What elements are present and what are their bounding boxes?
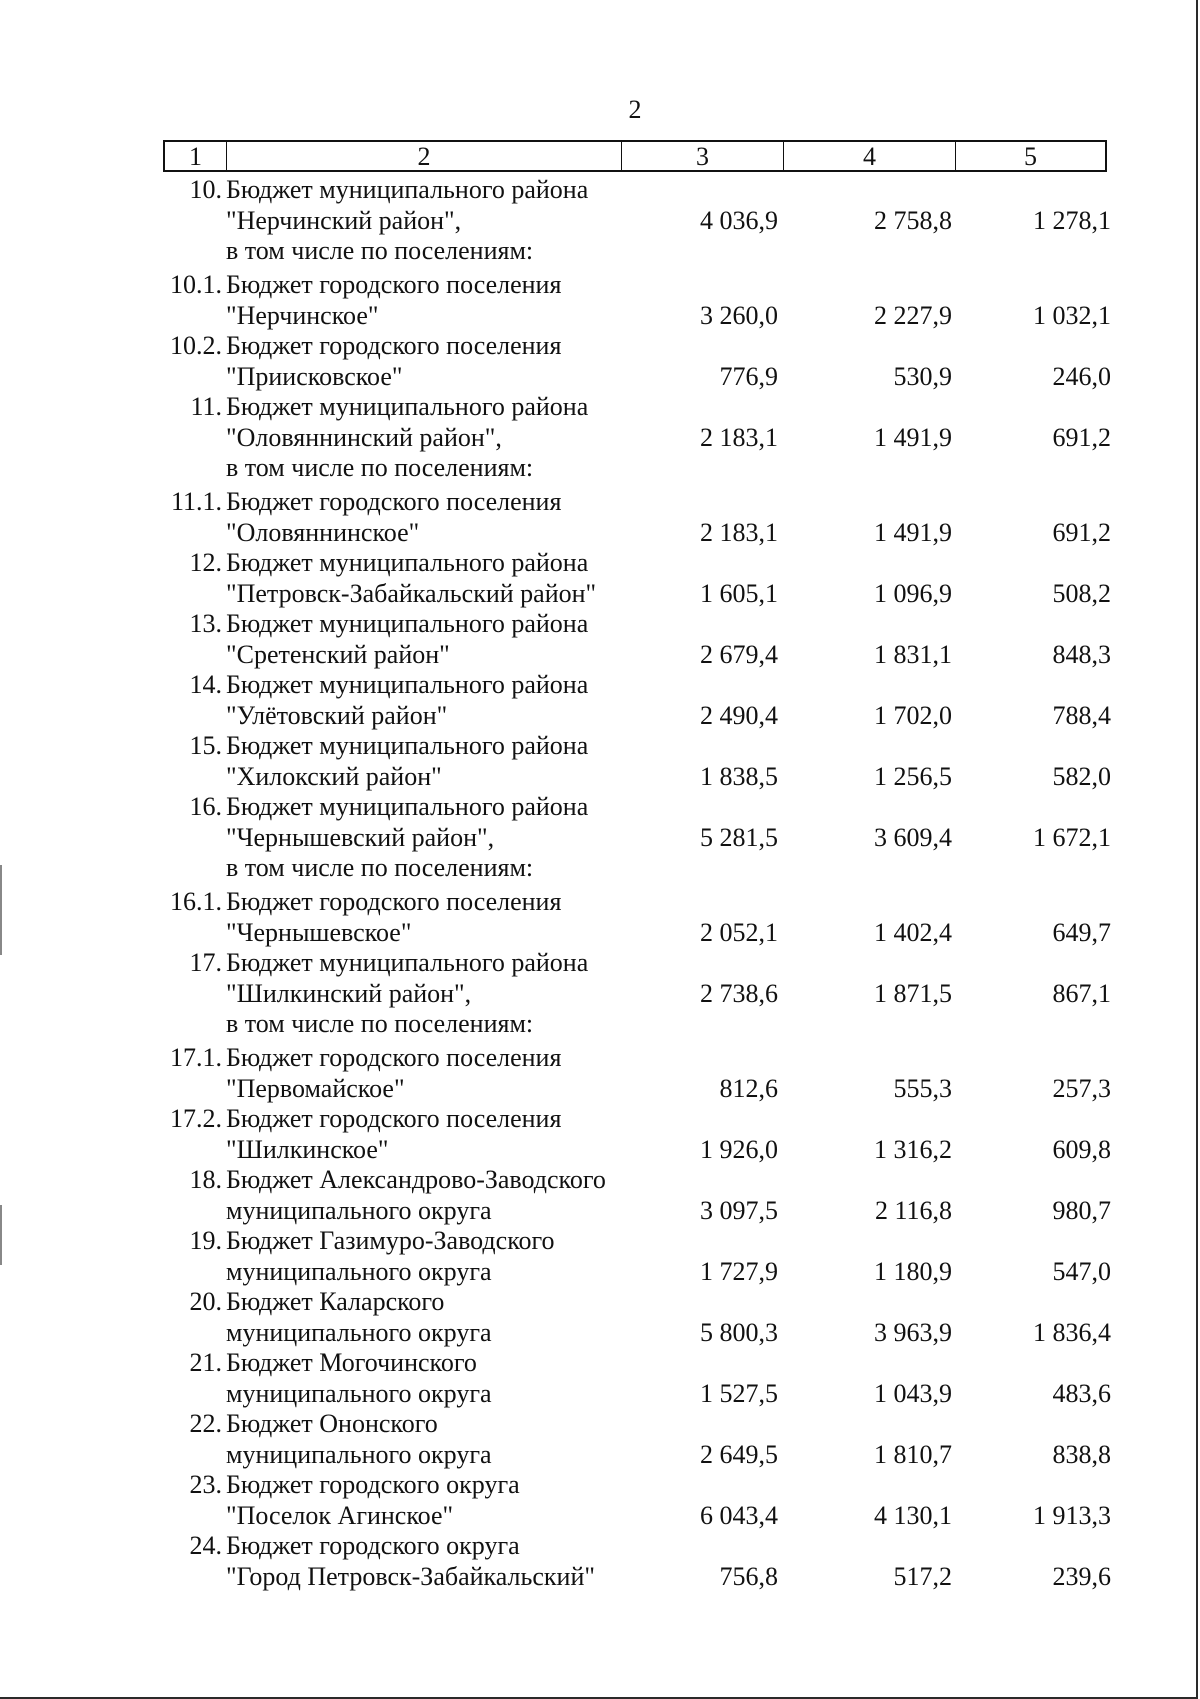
row-budget-name-line: муниципального округа <box>226 1378 492 1408</box>
value-col-4: 1 402,4 <box>874 917 952 947</box>
value-col-4: 4 130,1 <box>874 1500 952 1530</box>
value-col-5: 1 278,1 <box>1033 205 1111 235</box>
row-number: 17.1. <box>170 1043 222 1072</box>
value-col-3: 5 800,3 <box>700 1317 778 1347</box>
row-budget-name-line: Бюджет муниципального района <box>226 548 589 577</box>
row-number: 15. <box>189 731 222 760</box>
row-number: 13. <box>189 609 222 638</box>
row-budget-name <box>226 331 636 392</box>
row-budget-name-line: Бюджет муниципального района <box>226 392 589 421</box>
row-budget-name-line: "Первомайское" <box>226 1073 405 1103</box>
value-col-4: 2 116,8 <box>874 1195 952 1225</box>
row-budget-name-line: "Сретенский район" <box>226 639 450 669</box>
value-col-4: 2 758,8 <box>874 205 952 235</box>
value-col-3: 2 490,4 <box>700 700 778 730</box>
row-number: 14. <box>189 670 222 699</box>
row-budget-name <box>226 270 636 331</box>
value-col-4: 3 963,9 <box>874 1317 952 1347</box>
row-budget-name-line: Бюджет Газимуро-Заводского <box>226 1226 555 1255</box>
value-col-4: 1 180,9 <box>874 1256 952 1286</box>
row-number: 11.1. <box>170 487 222 516</box>
value-col-4: 1 810,7 <box>874 1439 952 1469</box>
row-budget-name-line: "Шилкинский район", <box>226 978 472 1008</box>
value-col-4: 1 043,9 <box>874 1378 952 1408</box>
column-header-5: 5 <box>1024 142 1037 171</box>
row-budget-name-line: Бюджет городского поселения <box>226 887 562 916</box>
row-budget-name <box>226 670 636 731</box>
value-col-5: 691,2 <box>1052 517 1111 547</box>
value-col-4: 1 871,5 <box>874 978 952 1008</box>
row-number: 16.1. <box>170 887 222 916</box>
value-col-3: 2 183,1 <box>700 517 778 547</box>
value-col-3: 776,9 <box>719 361 778 391</box>
value-col-4: 3 609,4 <box>874 822 952 852</box>
row-budget-name-line: "Петровск-Забайкальский район" <box>226 578 597 608</box>
value-col-4: 1 702,0 <box>874 700 952 730</box>
value-col-3: 812,6 <box>719 1073 778 1103</box>
row-budget-name-line: Бюджет муниципального района <box>226 175 589 204</box>
value-col-3: 1 838,5 <box>700 761 778 791</box>
row-budget-name-line: "Город Петровск-Забайкальский" <box>226 1561 595 1591</box>
value-col-4: 1 491,9 <box>874 517 952 547</box>
row-budget-name <box>226 792 636 884</box>
row-budget-name-line: "Улётовский район" <box>226 700 448 730</box>
row-budget-name-line: Бюджет городского поселения <box>226 1043 562 1072</box>
value-col-5: 239,6 <box>1052 1561 1111 1591</box>
row-number: 10.1. <box>170 270 222 299</box>
column-header-4: 4 <box>784 142 956 170</box>
row-budget-name-line: муниципального округа <box>226 1439 492 1469</box>
value-col-4: 1 096,9 <box>874 578 952 608</box>
value-col-3: 2 738,6 <box>700 978 778 1008</box>
row-number: 11. <box>190 392 222 421</box>
row-number: 22. <box>189 1409 222 1438</box>
value-col-4: 2 227,9 <box>874 300 952 330</box>
row-budget-name <box>226 1348 636 1409</box>
value-col-3: 1 926,0 <box>700 1134 778 1164</box>
value-col-3: 6 043,4 <box>700 1500 778 1530</box>
row-budget-name-line: "Оловяннинское" <box>226 517 420 547</box>
row-budget-name <box>226 1104 636 1165</box>
column-header-3: 3 <box>622 142 784 170</box>
value-col-4: 1 316,2 <box>874 1134 952 1164</box>
value-col-3: 2 679,4 <box>700 639 778 669</box>
row-number: 17.2. <box>170 1104 222 1133</box>
value-col-5: 609,8 <box>1052 1134 1111 1164</box>
row-budget-name <box>226 1043 636 1104</box>
value-col-5: 980,7 <box>1052 1195 1111 1225</box>
value-col-5: 547,0 <box>1052 1256 1111 1286</box>
row-budget-name-line: "Нерчинский район", <box>226 205 462 235</box>
row-budget-name-line: Бюджет Каларского <box>226 1287 445 1316</box>
row-number: 12. <box>189 548 222 577</box>
value-col-3: 2 649,5 <box>700 1439 778 1469</box>
row-budget-name <box>226 948 636 1040</box>
row-budget-name <box>226 175 636 267</box>
column-header-1: 1 <box>165 142 227 170</box>
row-budget-name-line: в том числе по поселениям: <box>226 853 534 882</box>
value-col-5: 838,8 <box>1052 1439 1111 1469</box>
page-number: 2 <box>628 95 642 124</box>
row-budget-name-line: "Чернышевское" <box>226 917 412 947</box>
value-col-3: 2 183,1 <box>700 422 778 452</box>
row-budget-name <box>226 1409 636 1470</box>
row-budget-name-line: в том числе по поселениям: <box>226 453 534 482</box>
row-budget-name-line: в том числе по поселениям: <box>226 1009 534 1038</box>
row-budget-name <box>226 548 636 609</box>
value-col-5: 483,6 <box>1052 1378 1111 1408</box>
row-budget-name-line: "Хилокский район" <box>226 761 442 791</box>
row-budget-name-line: "Поселок Агинское" <box>226 1500 454 1530</box>
value-col-4: 1 491,9 <box>874 422 952 452</box>
row-budget-name <box>226 609 636 670</box>
row-budget-name-line: "Чернышевский район", <box>226 822 495 852</box>
row-budget-name <box>226 1165 636 1226</box>
column-header-2: 2 <box>227 142 622 170</box>
row-budget-name <box>226 1470 636 1531</box>
row-number: 23. <box>189 1470 222 1499</box>
row-budget-name-line: "Приисковское" <box>226 361 403 391</box>
row-budget-name-line: Бюджет муниципального района <box>226 948 589 977</box>
row-budget-name <box>226 487 636 548</box>
row-budget-name-line: "Нерчинское" <box>226 300 379 330</box>
row-budget-name-line: "Шилкинское" <box>226 1134 389 1164</box>
row-budget-name <box>226 392 636 484</box>
value-col-5: 582,0 <box>1052 761 1111 791</box>
row-budget-name-line: Бюджет муниципального района <box>226 731 589 760</box>
value-col-3: 3 097,5 <box>700 1195 778 1225</box>
value-col-4: 530,9 <box>893 361 952 391</box>
row-number: 10.2. <box>170 331 222 360</box>
value-col-3: 5 281,5 <box>700 822 778 852</box>
value-col-5: 649,7 <box>1052 917 1111 947</box>
value-col-4: 1 831,1 <box>874 639 952 669</box>
row-budget-name-line: Бюджет городского округа <box>226 1470 520 1499</box>
value-col-5: 1 672,1 <box>1033 822 1111 852</box>
value-col-3: 1 527,5 <box>700 1378 778 1408</box>
row-budget-name-line: Бюджет городского поселения <box>226 487 562 516</box>
row-number: 21. <box>189 1348 222 1377</box>
row-number: 10. <box>189 175 222 204</box>
value-col-5: 1 913,3 <box>1033 1500 1111 1530</box>
row-budget-name-line: Бюджет городского поселения <box>226 1104 562 1133</box>
row-budget-name <box>226 1287 636 1348</box>
row-budget-name <box>226 887 636 948</box>
row-budget-name-line: Бюджет Ононского <box>226 1409 438 1438</box>
row-number: 18. <box>189 1165 222 1194</box>
value-col-3: 1 605,1 <box>700 578 778 608</box>
row-budget-name-line: Бюджет муниципального района <box>226 792 589 821</box>
value-col-4: 555,3 <box>893 1073 952 1103</box>
value-col-5: 508,2 <box>1052 578 1111 608</box>
value-col-5: 788,4 <box>1052 700 1111 730</box>
row-budget-name <box>226 1226 636 1287</box>
value-col-5: 867,1 <box>1052 978 1111 1008</box>
row-budget-name-line: в том числе по поселениям: <box>226 236 534 265</box>
row-budget-name <box>226 731 636 792</box>
row-budget-name-line: муниципального округа <box>226 1317 492 1347</box>
row-budget-name <box>226 1531 636 1592</box>
row-number: 20. <box>189 1287 222 1316</box>
row-number: 24. <box>189 1531 222 1560</box>
value-col-3: 4 036,9 <box>700 205 778 235</box>
value-col-3: 1 727,9 <box>700 1256 778 1286</box>
row-budget-name-line: Бюджет городского поселения <box>226 270 562 299</box>
row-budget-name-line: Бюджет городского округа <box>226 1531 520 1560</box>
row-budget-name-line: муниципального округа <box>226 1195 492 1225</box>
value-col-4: 517,2 <box>893 1561 952 1591</box>
row-budget-name-line: муниципального округа <box>226 1256 492 1286</box>
value-col-5: 246,0 <box>1052 361 1111 391</box>
value-col-5: 1 032,1 <box>1033 300 1111 330</box>
row-budget-name-line: Бюджет муниципального района <box>226 609 589 638</box>
value-col-3: 3 260,0 <box>700 300 778 330</box>
value-col-5: 1 836,4 <box>1033 1317 1111 1347</box>
row-budget-name-line: Бюджет муниципального района <box>226 670 589 699</box>
value-col-5: 691,2 <box>1052 422 1111 452</box>
value-col-4: 1 256,5 <box>874 761 952 791</box>
row-budget-name-line: Бюджет Могочинского <box>226 1348 477 1377</box>
row-number: 16. <box>189 792 222 821</box>
value-col-5: 257,3 <box>1052 1073 1111 1103</box>
value-col-5: 848,3 <box>1052 639 1111 669</box>
row-budget-name-line: Бюджет городского поселения <box>226 331 562 360</box>
row-budget-name-line: "Оловяннинский район", <box>226 422 502 452</box>
row-number: 19. <box>189 1226 222 1255</box>
value-col-3: 2 052,1 <box>700 917 778 947</box>
row-budget-name-line: Бюджет Александрово-Заводского <box>226 1165 606 1194</box>
value-col-3: 756,8 <box>719 1561 778 1591</box>
row-number: 17. <box>189 948 222 977</box>
